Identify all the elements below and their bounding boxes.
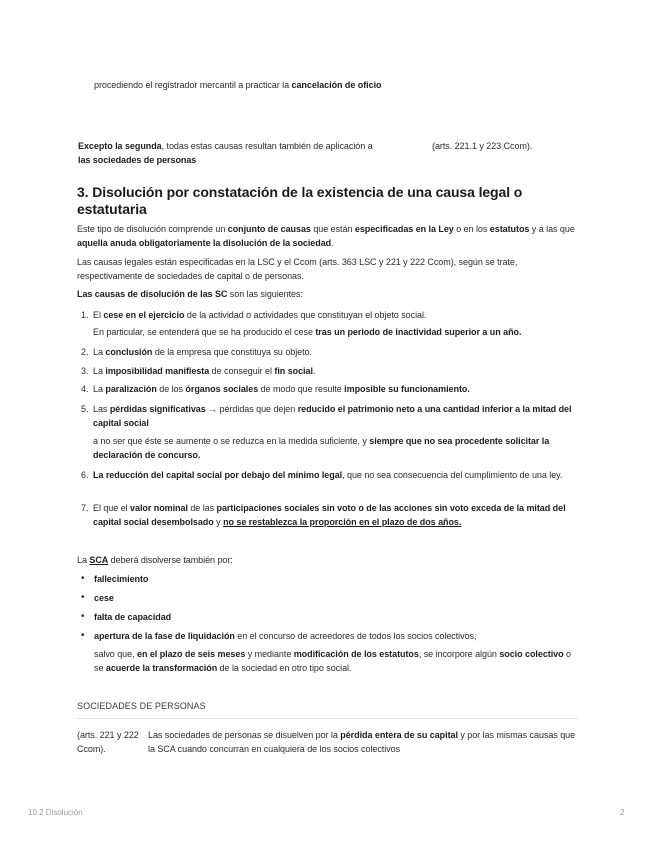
bold-text: La reducción del capital social por debajo del mínimo legal <box>93 470 343 480</box>
bullet-icon: • <box>81 630 85 641</box>
text: La <box>93 347 106 357</box>
bold-text: reducido el patrimonio neto a una cantidad inferior a la mitad del capital social <box>93 404 572 428</box>
list-item-text <box>93 364 582 378</box>
text: La <box>77 555 90 565</box>
text: de la actividad o actividades que constituyan el objeto social. <box>184 310 427 320</box>
list-number: 7. <box>81 503 89 513</box>
text: de la sociedad en otro tipo social. <box>217 663 352 673</box>
text: La <box>93 366 106 376</box>
text: y a las que <box>529 224 575 234</box>
text: Las sociedades de personas se disuelven por la <box>148 730 341 740</box>
text: En particular, se entenderá que se ha producido el cese <box>93 327 316 337</box>
footer-title: 10.2 Disolución <box>28 808 83 817</box>
text: de conseguir el <box>209 366 275 376</box>
list-item-subtext <box>93 434 582 462</box>
bold-text: pérdida entera de su capital <box>340 730 458 740</box>
list-item-text <box>93 345 582 359</box>
bullet-text <box>94 591 582 605</box>
bold-text: cese <box>94 593 114 603</box>
list-number: 1. <box>81 310 89 320</box>
text: deberá disolverse también por: <box>108 555 233 565</box>
list-number: 5. <box>81 404 89 414</box>
text: . <box>312 366 316 376</box>
text: Las <box>93 404 110 414</box>
text: son las siguientes: <box>227 289 303 299</box>
text: que están <box>310 224 355 234</box>
list-item-text <box>93 402 582 430</box>
bullet-icon: • <box>81 592 85 603</box>
underlined-bold-text: no se restablezca la proporción en el plazo de dos años. <box>223 517 462 527</box>
bold-text: socio colectivo <box>499 649 564 659</box>
bold-text: valor nominal <box>130 503 188 513</box>
bold-text: siempre que no sea procedente solicitar la declaración de concurso. <box>93 436 550 460</box>
bold-text: fin social <box>274 366 313 376</box>
bold-text: apertura de la fase de liquidación <box>94 631 235 641</box>
text: El que el <box>93 503 131 513</box>
text: , que no sea consecuencia del cumplimiento de una ley. <box>342 470 563 480</box>
text: y por las mismas causas que la SCA cuando concurran en cualquiera de los socios colectivos <box>148 730 576 754</box>
list-item-text <box>93 382 582 396</box>
paragraph <box>77 222 582 250</box>
bullet-subtext <box>94 647 582 675</box>
bold-text: imposibilidad manifiesta <box>105 366 210 376</box>
list-number: 6. <box>81 470 89 480</box>
bold-text: modificación de los estatutos <box>293 649 419 659</box>
text: o en los <box>453 224 490 234</box>
bold-text: acuerde la transformación <box>105 663 218 673</box>
text: La <box>93 384 106 394</box>
text: El <box>93 310 104 320</box>
bold-text: conclusión <box>105 347 153 357</box>
bold-text: cese en el ejercicio <box>103 310 185 320</box>
bullet-text <box>94 629 582 643</box>
text: procediendo el registrador mercantil a practicar la <box>94 80 292 90</box>
bold-text: especificadas en la Ley <box>354 224 454 234</box>
paragraph <box>77 287 582 301</box>
bold-text: aquella anuda obligatoriamente la disolución de la sociedad <box>77 238 332 248</box>
bold-text: participaciones sociales sin voto o de las acciones sin voto exceda de la mitad del capital social desembolsado <box>93 503 566 527</box>
text: de las <box>187 503 217 513</box>
bold-text: cancelación de oficio <box>291 80 382 90</box>
text: pérdidas que dejen <box>217 404 298 414</box>
bold-text: las sociedades de personas <box>78 155 197 165</box>
page-number: 2 <box>620 808 625 817</box>
text: y <box>213 517 224 527</box>
continued-line <box>94 78 381 92</box>
text: o se <box>94 649 571 673</box>
text: de la empresa que constituya su objeto. <box>152 347 312 357</box>
bold-text: órganos sociales <box>185 384 259 394</box>
bold-text: imposible su funcionamiento. <box>344 384 470 394</box>
list-number: 2. <box>81 347 89 357</box>
paragraph: Las causas legales están especificadas en la LSC y el Ccom (arts. 363 LSC y 221 y 222 Ccom), según se trate, respectivamente de sociedades de capital o de personas. <box>77 257 518 281</box>
bullet-text <box>94 572 582 586</box>
exception-note <box>78 139 408 167</box>
text: y mediante <box>245 649 294 659</box>
text: salvo que, <box>94 649 137 659</box>
text: de los <box>156 384 186 394</box>
bullet-text <box>94 610 582 624</box>
text: de modo que resulte <box>258 384 345 394</box>
bold-text: falta de capacidad <box>94 612 172 622</box>
sca-link[interactable]: SCA <box>89 555 109 565</box>
text: en el concurso de acreedores de todos los socios colectivos, <box>234 631 477 641</box>
bold-text: pérdidas significativas → <box>109 404 218 414</box>
bold-text: Las causas de disolución de las SC <box>77 289 228 299</box>
divider <box>77 718 578 719</box>
list-item-text <box>93 501 582 529</box>
bullet-icon: • <box>81 611 85 622</box>
text: a no ser que éste se aumente o se reduzca en la medida suficiente, y <box>93 436 370 446</box>
legal-reference: (arts. 221 y 222 Ccom). <box>77 730 139 754</box>
bold-text: tras un periodo de inactividad superior a un año. <box>315 327 522 337</box>
text: , se incorpore algún <box>418 649 500 659</box>
personas-text <box>148 728 583 756</box>
bold-text: conjunto de causas <box>227 224 311 234</box>
text: Este tipo de disolución comprende un <box>77 224 228 234</box>
legal-reference: (arts. 221.1 y 223 Ccom). <box>432 141 533 151</box>
personas-heading: SOCIEDADES DE PERSONAS <box>77 701 206 711</box>
bold-text: estatutos <box>489 224 530 234</box>
list-item-text <box>93 468 582 482</box>
sca-intro <box>77 553 233 567</box>
list-number: 4. <box>81 384 89 394</box>
list-item-text <box>93 308 582 322</box>
text: , todas estas causas resultan también de aplicación a <box>161 141 373 151</box>
section-heading: 3. Disolución por constatación de la existencia de una causa legal o estatutaria <box>77 184 523 217</box>
bold-text: fallecimiento <box>94 574 149 584</box>
list-item-subtext <box>93 325 582 339</box>
bold-text: paralización <box>105 384 157 394</box>
bullet-icon: • <box>81 573 85 584</box>
bold-text: en el plazo de seis meses <box>136 649 246 659</box>
text: . <box>331 238 334 248</box>
list-number: 3. <box>81 366 89 376</box>
bold-text: Excepto la segunda <box>78 141 162 151</box>
